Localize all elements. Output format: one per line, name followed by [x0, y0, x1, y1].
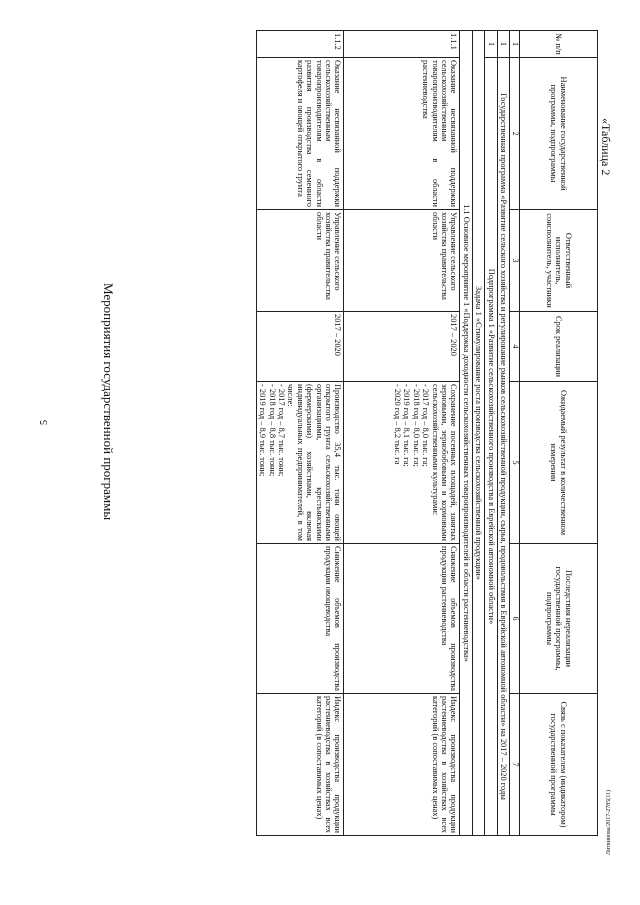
result-line: - 2019 год – 8,9 тыс. тонн;: [258, 384, 268, 477]
result-line: - 2017 год – 8,7 тыс. тонн;: [276, 384, 286, 477]
header-row: [520, 31, 598, 836]
measure-period: 2017 – 2020: [256, 312, 344, 382]
row-number: 1.1.1: [344, 31, 460, 58]
program-row: [497, 31, 509, 836]
subprogram-title: Подпрограмма 1 «Развитие сельскохозяйственного производства в Еврейской автономной области»: [485, 58, 497, 836]
result-line: - 2018 год – 8,0 тыс. га;: [411, 384, 421, 467]
result-line: - 2020 год – 8,2 тыс. га: [392, 384, 402, 465]
task-row: [472, 31, 484, 836]
column-number: 7: [510, 694, 520, 836]
result-text: Сохранение посевных площадей, занятых зерновыми, зернобобовыми и кормовыми сельскохозяйственными культурами:: [430, 384, 459, 541]
document-footer: Литвинова/2017-2785(11): [606, 789, 612, 855]
result-line: - 2017 год – 8,0 тыс. га;: [421, 384, 431, 467]
column-number: 6: [510, 544, 520, 694]
page-number: 5: [39, 420, 50, 425]
measure-consequence: Снижение объемов производства продукции овощеводства: [256, 544, 344, 694]
header-cell-period: Срок реализации: [520, 312, 598, 382]
measure-name: Оказание несвязанной поддержки сельскохозяйственным товаропроизводителям в области развития производства семенного картофеля и овощей открытого грунта: [256, 58, 344, 210]
table-label: «Таблица 2: [599, 118, 613, 176]
header-cell-name: Наименование государственной программы, подпрограммы: [520, 58, 598, 210]
column-number: 4: [510, 312, 520, 382]
measure-consequence: Снижение объемов производства продукции растениеводства: [344, 544, 460, 694]
program-number: 1: [497, 31, 509, 58]
measure-name: Оказание несвязанной поддержки сельскохозяйственным товаропроизводителям в области растениеводства: [344, 58, 460, 210]
row-number: 1.1.2: [256, 31, 344, 58]
measure-result: [344, 382, 460, 544]
header-cell-indicator: Связь с показателем (индикатором) государственной программы: [520, 694, 598, 836]
header-cell-result: Ожидаемый результат в количественном измерении: [520, 382, 598, 544]
header-cell-consequence: Последствия нереализации государственной программы, подпрограммы: [520, 544, 598, 694]
main-measure-title: 1.1 Основное мероприятие 1 «Поддержка доходности сельскохозяйственных товаропроизводителей в области растениеводства»: [460, 31, 472, 836]
column-number: 5: [510, 382, 520, 544]
measure-indicator: Индекс производства продукции растениеводства в хозяйствах всех категорий (в сопоставимых ценах): [344, 694, 460, 836]
main-measure-row: [460, 31, 472, 836]
measure-executor: Управление сельского хозяйства правительства области: [344, 210, 460, 312]
column-number: 1: [510, 31, 520, 58]
table-row: [344, 31, 460, 836]
column-number: 3: [510, 210, 520, 312]
measure-period: 2017 – 2020: [344, 312, 460, 382]
measures-table: [256, 30, 598, 836]
rotated-table-container: [125, 30, 598, 835]
task-title: Задача 1 «Стимулирование роста производства сельскохозяйственной продукции»: [472, 31, 484, 836]
header-cell-number: № п/п: [520, 31, 598, 58]
program-title: Государственная программа «Развитие сельского хозяйства и регулирование рынков сельскохозяйственной продукции, сырья, продовольствия в Еврейской автономной области» на 2017 – 2020 годы: [497, 58, 509, 836]
subprogram-row: [485, 31, 497, 836]
page-title: Мероприятия государственной программы: [101, 283, 116, 521]
column-number-row: [510, 31, 520, 836]
measure-executor: Управление сельского хозяйства правительства области: [256, 210, 344, 312]
header-cell-executor: Ответственный исполнитель, соисполнитель, участники: [520, 210, 598, 312]
measure-indicator: Индекс производства продукции растениеводства в хозяйствах всех категорий (в сопоставимых ценах): [256, 694, 344, 836]
result-line: - 2018 год – 8,8 тыс. тонн;: [267, 384, 277, 477]
subprogram-number: 1: [485, 31, 497, 58]
result-line: - 2019 год – 8,1 тыс. га;: [402, 384, 412, 467]
result-text: Производство 35,4 тыс. тонн овощей открытого грунта сельскохозяйственными организациями, крестьянскими (фермерскими) хозяйствами, включая индивидуальных предпринимателей, в том числе:: [286, 384, 343, 541]
measure-result: [256, 382, 344, 544]
column-number: 2: [510, 58, 520, 210]
table-row: [256, 31, 344, 836]
